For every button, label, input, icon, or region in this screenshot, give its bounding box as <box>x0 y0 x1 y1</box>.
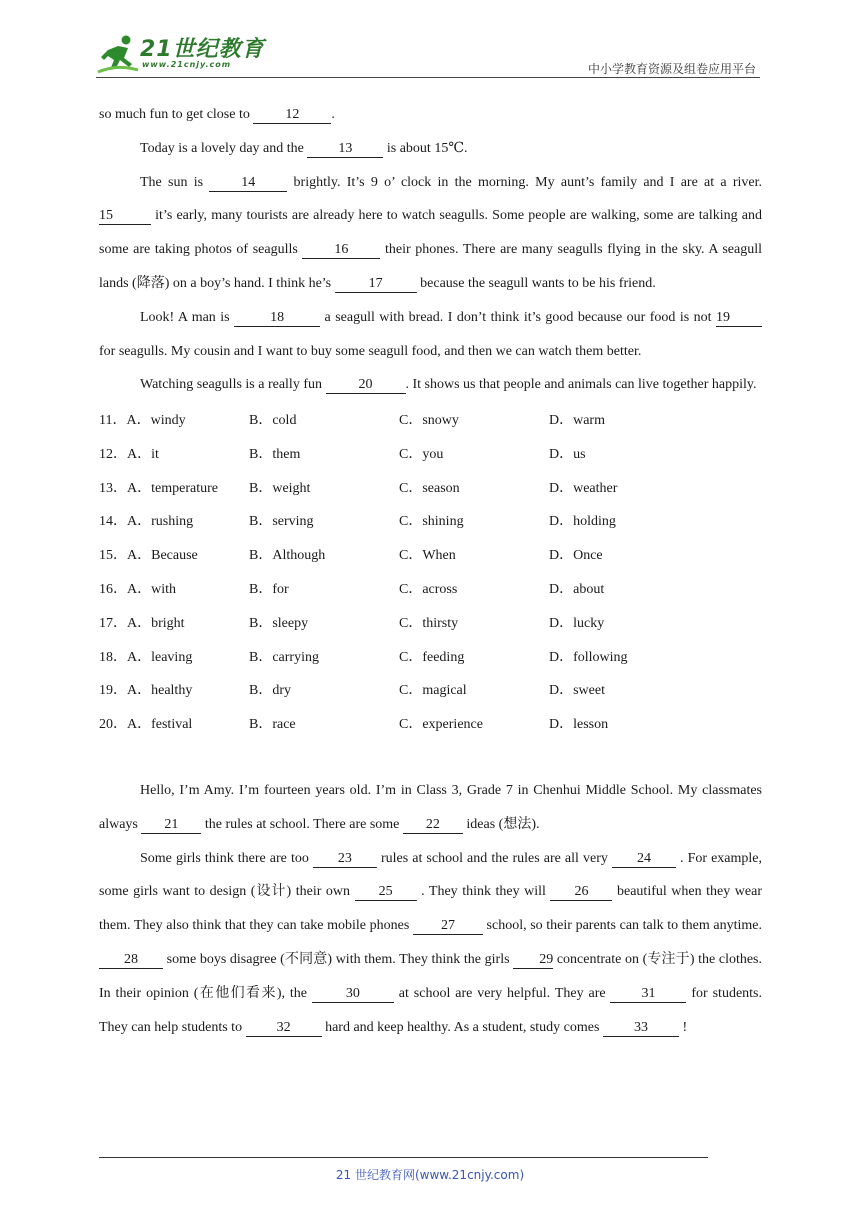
option-row-15 <box>99 537 762 571</box>
option-a <box>99 477 249 497</box>
option-row-17 <box>99 605 762 639</box>
option-b: B．dry <box>249 683 291 699</box>
paragraph <box>99 842 762 1045</box>
option-text: A．rushing <box>127 514 194 530</box>
option-d: D．holding <box>549 514 616 530</box>
option-d: D．lesson <box>549 717 609 733</box>
option-a <box>99 679 249 699</box>
question-number: 19． <box>99 683 127 699</box>
option-row-11 <box>99 402 762 436</box>
options-list <box>99 402 762 740</box>
paragraph-text: Look! A man is <box>140 309 235 325</box>
option-row-16 <box>99 571 762 605</box>
paragraph-text: because the seagull wants to be his friend. <box>416 275 656 291</box>
paragraph <box>99 98 762 132</box>
logo-url: www.21cnjy.com <box>142 60 232 69</box>
option-text: A．temperature <box>127 480 218 496</box>
blank-27: 27 <box>413 918 483 935</box>
paragraph-text: the rules at school. There are some <box>201 816 403 832</box>
paragraph <box>99 301 762 369</box>
option-c: C．magical <box>399 683 467 699</box>
option-a <box>99 544 249 564</box>
blank-13: 13 <box>307 141 383 158</box>
blank-14: 14 <box>209 175 287 192</box>
blank-23: 23 <box>313 851 377 868</box>
option-d: D．lucky <box>549 615 605 631</box>
paragraph-text: their phones. There are many seagulls flying in the sky. A seagull lands (降落) on a boy’s hand. I think he’s <box>99 242 762 291</box>
option-d: D．sweet <box>549 683 605 699</box>
paragraph-text: it’s early, many tourists are already here to watch seagulls. Some people are walking, some are talking and some are taking photos of seagulls <box>99 208 762 258</box>
paragraph-text: ! <box>678 1019 688 1035</box>
option-text: A．windy <box>126 413 186 429</box>
blank-17: 17 <box>335 276 417 293</box>
paragraph-text: at school are very helpful. They are <box>393 985 611 1001</box>
blank-15: 15 <box>99 208 151 225</box>
option-row-20 <box>99 706 762 740</box>
option-c: C．snowy <box>399 413 459 429</box>
option-c: C．shining <box>399 514 464 530</box>
header-divider <box>96 77 760 78</box>
option-text: A．leaving <box>127 649 193 665</box>
paragraph-text: for seagulls. My cousin and I want to buy some seagull food, and then we can watch them better. <box>99 343 642 359</box>
paragraph-text: brightly. It’s 9 o’ clock in the morning. My aunt’s family and I are at a river. <box>287 174 763 190</box>
blank-28: 28 <box>99 952 163 969</box>
blank-29: 29 <box>513 952 553 969</box>
option-b: B．carrying <box>249 649 319 665</box>
option-c: C．When <box>399 548 456 564</box>
option-d: D．weather <box>549 480 618 496</box>
page-header <box>96 30 760 80</box>
paragraph-text: Hello, I’m Amy. I’m fourteen years old. I’m in Class 3, Grade 7 in Chenhui Middle School. My classmates always <box>99 782 762 832</box>
blank-19: 19 <box>716 310 762 327</box>
question-number: 16． <box>99 582 127 598</box>
option-text: A．bright <box>127 615 185 631</box>
option-a <box>99 646 249 666</box>
exam-content <box>99 98 762 1044</box>
paragraph-text: rules at school and the rules are all very <box>376 850 612 866</box>
paragraph-text: ideas (想法). <box>462 816 540 832</box>
paragraph-text: Some girls think there are too <box>140 850 313 866</box>
question-number: 15． <box>99 548 127 564</box>
option-b: B．cold <box>249 413 297 429</box>
option-a <box>99 443 249 463</box>
option-b: B．them <box>249 446 301 462</box>
paragraph-text: some boys disagree (不同意) with them. They think the girls <box>163 951 514 967</box>
option-a <box>99 612 249 632</box>
option-text: A．festival <box>127 717 193 733</box>
footer-divider <box>99 1157 708 1158</box>
passage-seagulls <box>99 98 762 402</box>
option-text: A．healthy <box>127 683 193 699</box>
option-d: D．following <box>549 649 628 665</box>
option-d: D．us <box>549 446 586 462</box>
blank-30: 30 <box>312 986 394 1003</box>
blank-32: 32 <box>246 1020 322 1037</box>
option-text: A．it <box>127 446 159 462</box>
paragraph-text: hard and keep healthy. As a student, study comes <box>321 1019 603 1035</box>
paragraph-text: a seagull with bread. I don’t think it’s good because our food is not <box>320 309 716 325</box>
option-text: A．Because <box>127 548 198 564</box>
blank-18: 18 <box>234 310 320 327</box>
paragraph <box>99 166 762 301</box>
paragraph-text: for students. They can help students to <box>99 985 762 1035</box>
option-b: B．serving <box>249 514 314 530</box>
option-a <box>99 713 249 733</box>
paragraph <box>99 132 762 166</box>
blank-22: 22 <box>403 817 463 834</box>
question-number: 13． <box>99 480 127 496</box>
option-row-18 <box>99 639 762 673</box>
paragraph-text: Watching seagulls is a really fun <box>140 377 326 393</box>
option-c: C．across <box>399 582 458 598</box>
section-gap <box>99 740 762 774</box>
question-number: 20． <box>99 717 127 733</box>
blank-31: 31 <box>610 986 686 1003</box>
question-number: 11． <box>99 413 127 429</box>
paragraph-text: so much fun to get close to <box>99 107 254 122</box>
option-c: C．season <box>399 480 460 496</box>
blank-21: 21 <box>141 817 201 834</box>
option-c: C．feeding <box>399 649 465 665</box>
option-a <box>99 409 249 429</box>
paragraph-text: The sun is <box>140 174 210 190</box>
header-platform-name: 中小学教育资源及组卷应用平台 <box>587 62 756 76</box>
logo-text: 21世纪教育 <box>140 37 265 62</box>
paragraph-text: . It shows us that people and animals can live together happily. <box>405 377 757 393</box>
blank-20: 20 <box>326 377 406 394</box>
option-text: A．with <box>127 582 176 598</box>
option-c: C．you <box>399 446 444 462</box>
paragraph-text: is about 15℃. <box>383 140 468 156</box>
blank-16: 16 <box>302 242 380 259</box>
paragraph <box>99 774 762 842</box>
paragraph-text: . They think they will <box>416 884 551 900</box>
option-a <box>99 578 249 598</box>
page-footer: 21 世纪教育网(www.21cnjy.com) <box>335 1168 525 1182</box>
option-a <box>99 510 249 530</box>
option-d: D．Once <box>549 548 603 564</box>
option-b: B．sleepy <box>249 615 309 631</box>
paragraph-text: concentrate on (专注于) the clothes. In their opinion (在他们看来), the <box>99 951 763 1001</box>
option-b: B．race <box>249 717 296 733</box>
runner-logo-icon <box>96 34 140 76</box>
question-number: 14． <box>99 514 127 530</box>
option-row-19 <box>99 673 762 707</box>
option-row-13 <box>99 470 762 504</box>
paragraph-text: Today is a lovely day and the <box>140 140 308 156</box>
option-d: D．about <box>549 582 605 598</box>
option-row-12 <box>99 436 762 470</box>
paragraph-text: beautiful when they wear them. They also think that they can take mobile phones <box>99 884 762 934</box>
option-b: B．Although <box>249 548 326 564</box>
paragraph-text: . <box>331 107 335 122</box>
option-b: B．weight <box>249 480 311 496</box>
blank-24: 24 <box>612 851 676 868</box>
option-row-14 <box>99 504 762 538</box>
paragraph <box>99 368 762 402</box>
paragraph-text: . For example, some girls want to design (设计) their own <box>99 850 763 900</box>
paragraph-text: school, so their parents can talk to them anytime. <box>482 918 763 934</box>
blank-33: 33 <box>603 1020 679 1037</box>
passage-school-rules <box>99 774 762 1044</box>
blank-26: 26 <box>550 884 612 901</box>
blank-25: 25 <box>355 884 417 901</box>
question-number: 18． <box>99 649 127 665</box>
option-b: B．for <box>249 582 289 598</box>
question-number: 17． <box>99 615 127 631</box>
option-d: D．warm <box>549 413 605 429</box>
option-c: C．experience <box>399 717 483 733</box>
option-c: C．thirsty <box>399 615 459 631</box>
question-number: 12． <box>99 446 127 462</box>
blank-12: 12 <box>253 107 331 124</box>
